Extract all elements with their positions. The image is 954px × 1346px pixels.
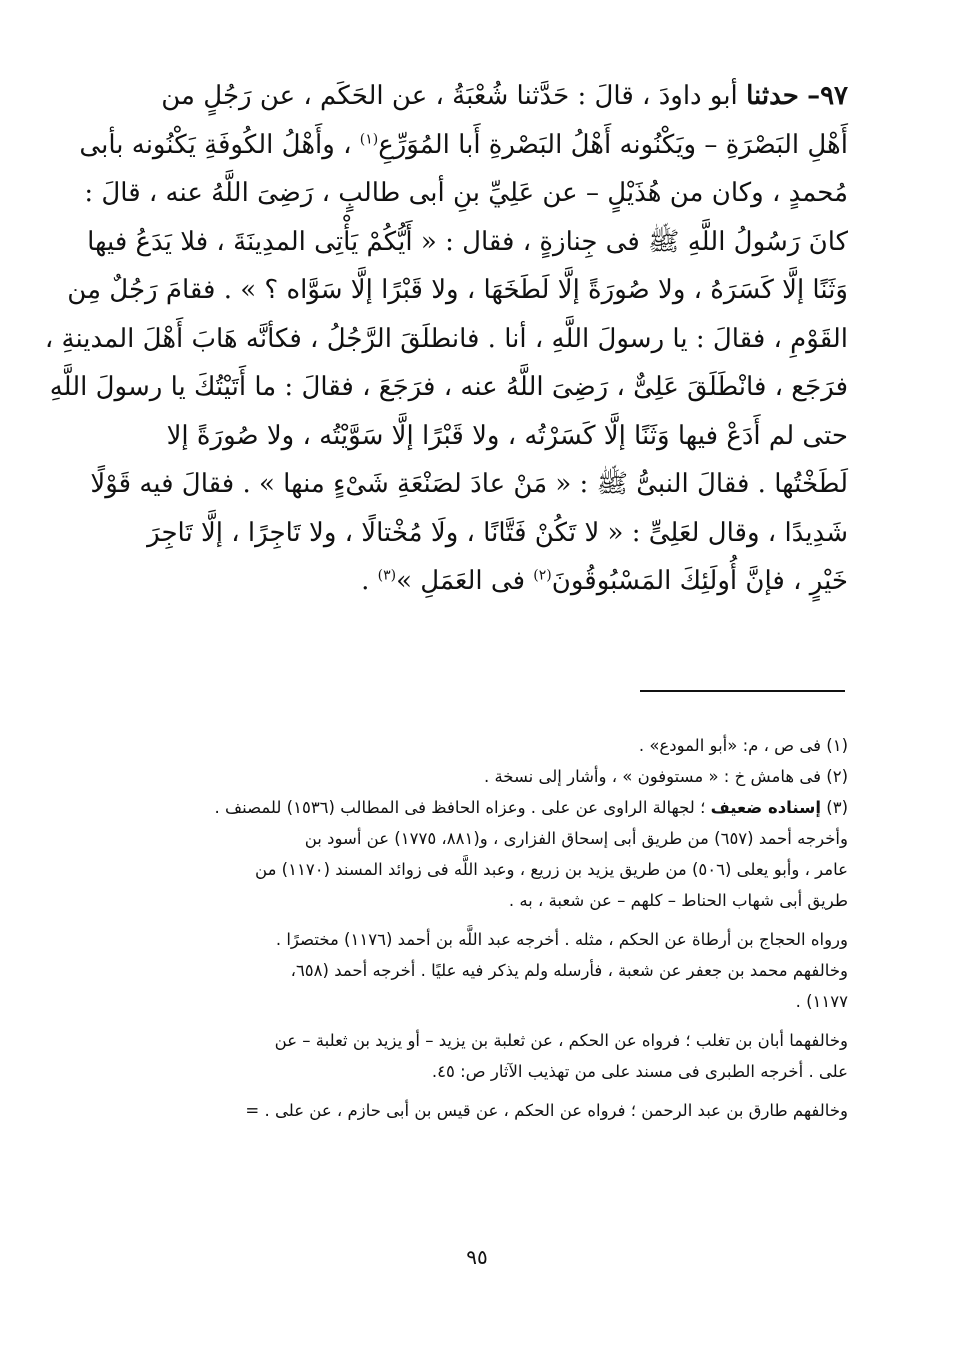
hadith-line-6: القَوْمِ ، فقالَ : يا رسولَ اللَّهِ ، أنا . فانطلَقَ الرَّجُلُ ، فكأنَّه هَابَ أَهْلَ المدينةِ ، — [44, 323, 848, 354]
footnote-line: ١١٧٧) . — [795, 992, 848, 1011]
footnote-2: (٢) فى هامش خ : « مستوفون » ، وأشار إلى نسخة . — [483, 767, 848, 786]
footnote-line: ورواه الحجاج بن أرطاة عن الحكم ، مثله . أخرجه عبد اللَّه بن أحمد (١١٧٦) مختصرًا . — [275, 930, 848, 949]
hadith-line-2 — [79, 121, 848, 170]
hadith-line-text: ، وأَهْلُ الكُوفَةِ يَكْنُونه بأبى — [79, 129, 352, 160]
hadith-line-1 — [128, 72, 848, 121]
hadith-line-text: أَهْلِ البَصْرَةِ – ويَكْنُونه أَهْلُ البَصْرةِ أَبا المُوَرِّعِ — [378, 129, 848, 160]
hadith-line-text: أبو داودَ ، قالَ : حَدَّثنا شُعْبَةُ ، عن الحَكَم ، عن رَجُلٍ من — [161, 81, 738, 111]
hadith-line-11 — [128, 557, 848, 606]
hadith-line-10: شَدِيدًا ، وقال لعَلِىٍّ : « لا تَكُنْ فَتَّانًا ، ولَا مُخْتالًا ، ولا تَاجِرًا ، إلَّا تَاجِرَ — [147, 517, 848, 548]
hadith-line-text: فى العَمَلِ » — [396, 566, 526, 596]
footnote-marker: (٣) — [377, 567, 397, 584]
footnote-separator — [640, 690, 845, 692]
footnote-line: وأخرجه أحمد (٦٥٧) من طريق أبى إسحاق الفزارى ، و(٨٨١، ١٧٧٥) عن أسود بن — [304, 829, 848, 848]
footnote-3-emphasis: إسناده ضعيف — [710, 798, 821, 817]
footnote-1: (١) فى ص ، م: «أبو المودع» . — [638, 736, 848, 755]
footnote-line: عامر ، وأبو يعلى (٥٠٦) من طريق يزيد بن زريع ، وعبد اللَّه فى زوائد المسند (١١٧٠) من — [255, 860, 848, 879]
footnote-line: وخالفهم محمد بن جعفر عن شعبة ، فأرسله ولم يذكر فيه عليًا . أخرجه أحمد (٦٥٨، — [290, 961, 848, 980]
footnote-line: وخالفهما أبان بن تغلب ؛ فرواه عن الحكم ، عن ثعلبة بن يزيد – أو يزيد بن ثعلبة – عن — [274, 1031, 848, 1050]
footnote-line: طريق أبى شهاب الحناط – كلهم – عن شعبة ، به . — [508, 891, 848, 910]
hadith-line-5: وَثَنًا إلَّا كَسَرَهُ ، ولا صُورَةً إلَّا لَطَخَهَا ، ولا قَبْرًا إلَّا سَوَّاه ؟ » . فقامَ رَجُلٌ مِن — [67, 275, 848, 305]
footnote-marker: (٢) — [533, 567, 552, 584]
footnote-3: (٣) إسناده ضعيف ؛ لجهالة الراوى عن على . وعزاه الحافظ فى المطالب (١٥٣٦) للمصنف . — [214, 798, 848, 817]
hadith-line-7: فرَجَع ، فانْطَلَقَ عَلِىٌّ ، رَضِىَ اللَّهُ عنه ، فرَجَعَ ، فقالَ : ما أَتَيْتُكَ يا رسولَ اللَّهِ — [49, 372, 848, 402]
hadith-number: ٩٧– — [807, 81, 848, 111]
hadith-line-9: لَطَخْتُها . فقالَ النبىُّ ﷺ : « مَنْ عادَ لصَنْعَةِ شَىْءٍ منها » . فقالَ فيه قَوْلًا — [90, 469, 848, 499]
page-number: ٩٥ — [466, 1245, 488, 1269]
hadith-line-4: كانَ رَسُولُ اللَّهِ ﷺ فى جِنازةٍ ، فقال : « أَيُّكُمْ يَأْتِى المدِينَةَ ، فلا يَدَعُ فيها — [87, 226, 848, 257]
hadith-heading: حدثنا — [746, 81, 799, 111]
hadith-line-text: خَيْرٍ ، فإنَّ أُولَئِكَ المَسْبُوقُونَ — [551, 566, 848, 596]
hadith-line-8: حتى لم أَدَعْ فيها وَثَنًا إلَّا كَسَرْتُه ، ولا قَبْرًا إلَّا سَوَّيْتُه ، ولا صُورَةً إلا — [166, 420, 848, 451]
footnote-line: على . أخرجه الطبرى فى مسند على من تهذيب الآثار ص: ٤٥. — [431, 1062, 848, 1081]
hadith-line-text: . — [361, 566, 378, 596]
hadith-text — [44, 72, 848, 606]
footnote-marker: (١) — [359, 130, 379, 147]
hadith-line-3: مُحمدٍ ، وكان من هُذَيْلٍ – عن عَلِيِّ بنِ أبى طالبٍ ، رَضِىَ اللَّهُ عنه ، قالَ : — [84, 178, 848, 208]
footnote-line: وخالفهم طارق بن عبد الرحمن ؛ فرواه عن الحكم ، عن قيس بن أبى حازم ، عن على . = — [245, 1101, 848, 1120]
footnotes — [128, 730, 848, 1126]
